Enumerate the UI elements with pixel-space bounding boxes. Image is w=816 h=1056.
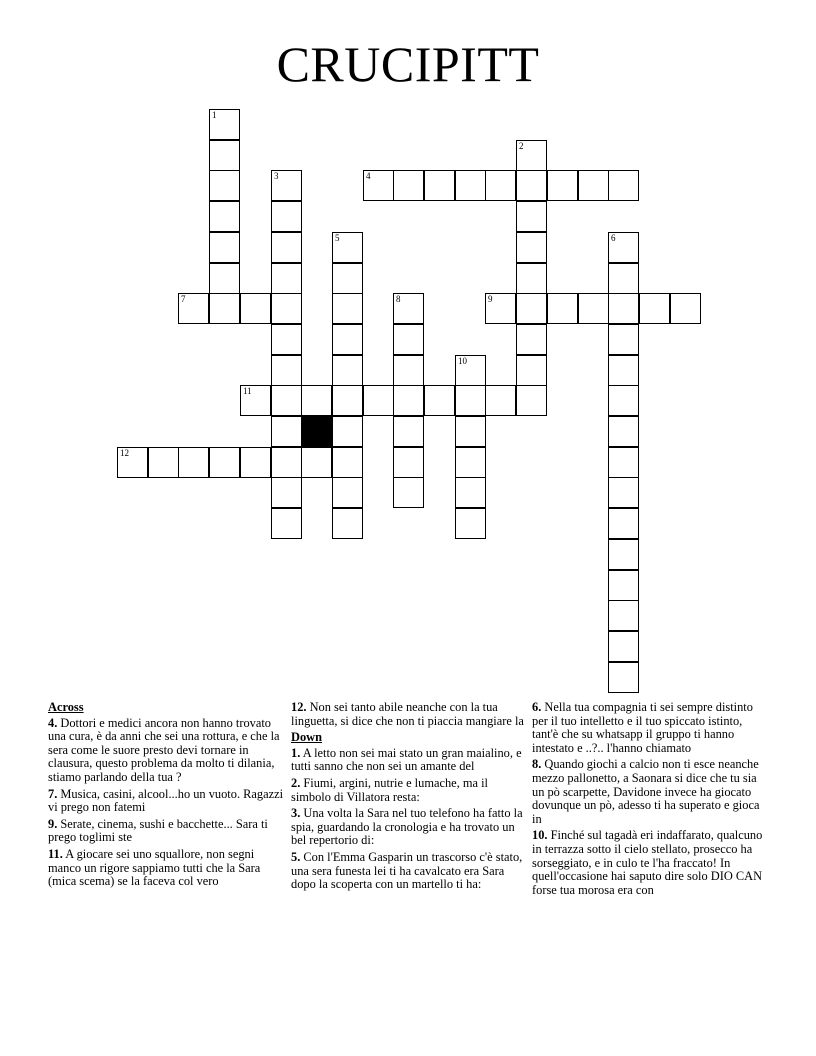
grid-cell[interactable] [209,447,240,478]
grid-cell[interactable] [271,201,302,232]
grid-cell[interactable] [455,508,486,539]
grid-cell[interactable] [455,416,486,447]
grid-cell[interactable] [332,263,363,294]
clue-across-11 [48,848,284,889]
grid-cell[interactable] [608,631,639,662]
grid-cell[interactable] [209,109,240,140]
clue-column-1 [48,701,284,892]
grid-cell[interactable] [209,293,240,324]
clue-text: Nella tua compagnia ti sei sempre distinto per il tuo intelletto e il tuo spiccato istinto, tant'è che su whatsapp il gruppo ti hanno intestato e ..?.. l'hanno chiamato [532,700,753,755]
grid-cell[interactable] [670,293,701,324]
grid-cell[interactable] [516,140,547,171]
clue-across-12 [291,701,527,728]
grid-cell[interactable] [547,170,578,201]
clue-across-4 [48,717,284,785]
clue-across-7 [48,788,284,815]
grid-cell[interactable] [485,170,516,201]
clue-number: 4. [48,715,58,730]
grid-cell[interactable] [363,385,394,416]
grid-cell[interactable] [363,170,394,201]
grid-cell[interactable] [209,263,240,294]
grid-cell[interactable] [455,447,486,478]
clue-number: 8. [532,757,542,772]
clue-column-3 [532,701,768,900]
grid-cell[interactable] [271,324,302,355]
grid-cell[interactable] [424,385,455,416]
grid-cell[interactable] [608,600,639,631]
grid-cell[interactable] [393,293,424,324]
grid-cell[interactable] [516,170,547,201]
grid-cell[interactable] [271,355,302,386]
grid-cell[interactable] [608,477,639,508]
grid-cell[interactable] [301,447,332,478]
clue-number: 12. [291,700,307,714]
clue-text: Finché sul tagadà eri indaffarato, qualcuno in terrazza sotto il cielo stellato, prosecco ha sorseggiato, e in culo te l'ha fraccato! In quell'occasione hai saputo dire solo DIO CAN forse tua morosa era con [532,828,763,897]
grid-cell[interactable] [516,232,547,263]
grid-cell[interactable] [209,140,240,171]
grid-cell[interactable] [332,477,363,508]
grid-block-cell [301,416,332,447]
cell-number: 7 [181,294,186,304]
grid-cell[interactable] [271,477,302,508]
grid-cell[interactable] [240,385,271,416]
clue-number: 9. [48,816,58,831]
clue-text: Con l'Emma Gasparin un trascorso c'è stato, una sera funesta lei ti ha cavalcato era Sara dopo la scoperta con un martello ti ha: [291,849,523,892]
grid-cell[interactable] [608,293,639,324]
grid-cell[interactable] [271,416,302,447]
grid-cell[interactable] [608,385,639,416]
cell-number: 6 [611,233,616,243]
cell-number: 2 [519,141,524,151]
clue-text: Dottori e medici ancora non hanno trovato una cura, è da anni che sei una rottura, e che la sera come le suore presto devi tornare in clausura, questo problema da molto ti dilania, stiamo parlando della tua ? [48,715,280,784]
grid-cell[interactable] [209,170,240,201]
cell-number: 5 [335,233,340,243]
grid-cell[interactable] [547,293,578,324]
cell-number: 1 [212,110,217,120]
grid-cell[interactable] [393,416,424,447]
clue-column-2 [291,701,527,895]
clue-text: A letto non sei mai stato un gran maialino, e tutti sanno che non sei un amante del [291,745,522,774]
grid-cell[interactable] [516,355,547,386]
grid-cell[interactable] [209,232,240,263]
grid-cell[interactable] [455,355,486,386]
cell-number: 8 [396,294,401,304]
grid-cell[interactable] [271,385,302,416]
clue-text: Musica, casini, alcool...ho un vuoto. Ragazzi vi prego non fatemi [48,786,284,815]
grid-cell[interactable] [271,293,302,324]
clue-down-5 [291,851,527,892]
grid-cell[interactable] [301,385,332,416]
grid-cell[interactable] [332,232,363,263]
grid-cell[interactable] [332,293,363,324]
clue-down-3 [291,807,527,848]
clue-number: 5. [291,849,301,864]
clue-down-1 [291,747,527,774]
clue-number: 11. [48,846,63,861]
grid-cell[interactable] [516,324,547,355]
grid-cell[interactable] [393,447,424,478]
grid-cell[interactable] [608,263,639,294]
grid-cell[interactable] [608,324,639,355]
grid-cell[interactable] [608,662,639,693]
grid-cell[interactable] [455,477,486,508]
down-heading: Down [291,730,322,745]
clue-down-6 [532,701,768,755]
grid-cell[interactable] [516,263,547,294]
grid-cell[interactable] [455,170,486,201]
grid-cell[interactable] [332,355,363,386]
clue-number: 6. [532,700,542,714]
grid-cell[interactable] [455,385,486,416]
page-title: CRUCIPITT [276,36,540,92]
grid-cell[interactable] [271,447,302,478]
clue-text: Quando giochi a calcio non ti esce neanche mezzo pallonetto, a Saonara si dice che tu sia un pò scarpette, Davidone invece ha giocato dovunque un pò, adesso ti ha superato e gioca in [532,757,760,826]
grid-cell[interactable] [516,201,547,232]
clue-text: A giocare sei uno squallore, non segni manco un rigore sappiamo tutti che la Sara (mica scema) se la faceva col vero [48,846,261,889]
grid-cell[interactable] [240,447,271,478]
grid-cell[interactable] [332,324,363,355]
clue-text: Fiumi, argini, nutrie e lumache, ma il simbolo di Villatora resta: [291,775,488,804]
grid-cell[interactable] [608,447,639,478]
clue-number: 2. [291,775,301,790]
grid-cell[interactable] [608,539,639,570]
grid-cell[interactable] [485,385,516,416]
grid-cell[interactable] [178,447,209,478]
grid-cell[interactable] [608,355,639,386]
cell-number: 3 [274,171,279,181]
grid-cell[interactable] [516,293,547,324]
grid-cell[interactable] [485,293,516,324]
clue-number: 10. [532,828,548,843]
cell-number: 4 [366,171,371,181]
grid-cell[interactable] [332,416,363,447]
grid-cell[interactable] [639,293,670,324]
grid-cell[interactable] [393,355,424,386]
grid-cell[interactable] [271,170,302,201]
clue-number: 1. [291,745,301,760]
across-heading: Across [48,700,84,714]
grid-cell[interactable] [608,570,639,601]
cell-number: 11 [243,386,252,396]
grid-cell[interactable] [393,477,424,508]
clue-down-8 [532,758,768,826]
grid-cell[interactable] [608,170,639,201]
clue-down-10 [532,829,768,897]
cell-number: 9 [488,294,493,304]
grid-cell[interactable] [578,170,609,201]
clue-text: Serate, cinema, sushi e bacchette... Sara ti prego toglimi ste [48,816,268,845]
grid-cell[interactable] [271,263,302,294]
clue-text: Una volta la Sara nel tuo telefono ha fatto la spia, guardando la cronologia e ha trovato un bel repertorio di: [291,806,523,848]
clue-across-9 [48,818,284,845]
cell-number: 10 [458,356,467,366]
grid-cell[interactable] [271,508,302,539]
grid-cell[interactable] [393,324,424,355]
grid-cell[interactable] [332,385,363,416]
grid-cell[interactable] [332,447,363,478]
clue-number: 7. [48,786,58,801]
grid-cell[interactable] [332,508,363,539]
grid-cell[interactable] [608,232,639,263]
grid-cell[interactable] [608,508,639,539]
cell-number: 12 [120,448,129,458]
grid-cell[interactable] [148,447,179,478]
clue-down-2 [291,777,527,804]
grid-cell[interactable] [608,416,639,447]
grid-cell[interactable] [578,293,609,324]
grid-cell[interactable] [240,293,271,324]
grid-cell[interactable] [271,232,302,263]
grid-cell[interactable] [516,385,547,416]
grid-cell[interactable] [209,201,240,232]
grid-cell[interactable] [178,293,209,324]
grid-cell[interactable] [117,447,148,478]
grid-cell[interactable] [424,170,455,201]
clue-text: Non sei tanto abile neanche con la tua linguetta, si dice che non ti piaccia mangiare la [291,700,524,728]
clue-number: 3. [291,806,301,821]
grid-cell[interactable] [393,385,424,416]
grid-cell[interactable] [393,170,424,201]
